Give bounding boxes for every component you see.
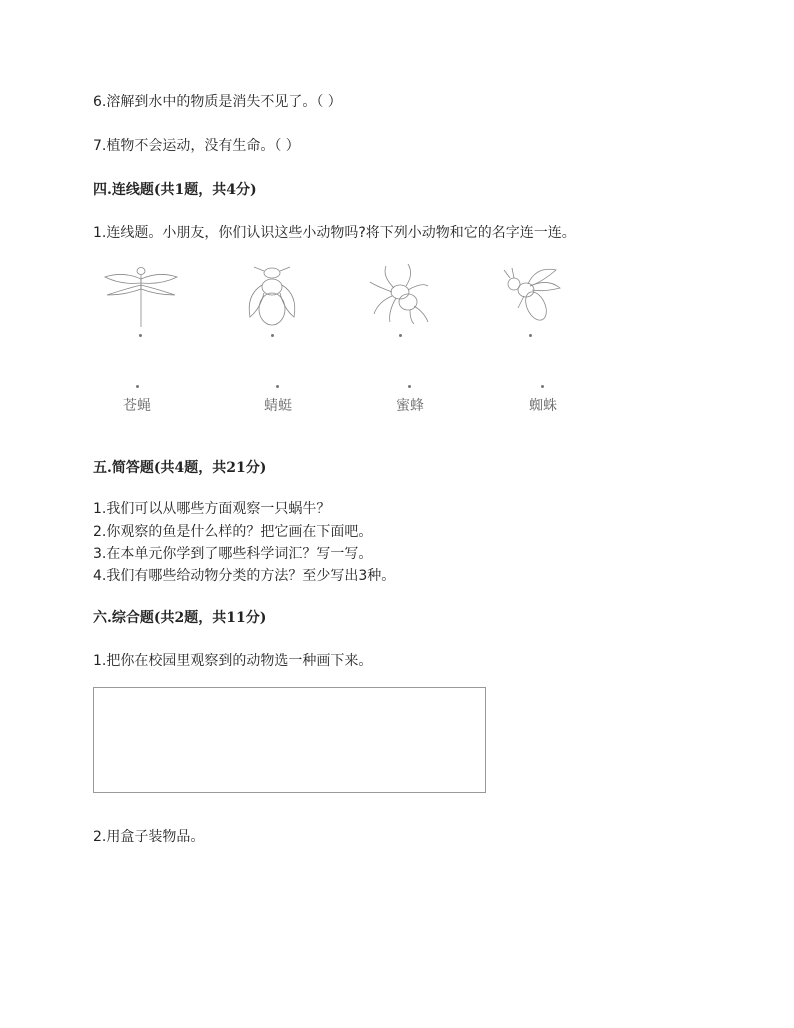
match-dot-bottom[interactable] [408,385,411,388]
match-dot-top[interactable] [529,334,532,337]
animal-name: 蜻蜓 [264,398,292,414]
short-answer-2: 2.你观察的鱼是什么样的？把它画在下面吧。 [93,524,373,540]
match-dot-top[interactable] [399,334,402,337]
animal-name: 蜘蛛 [529,398,557,414]
match-dot-bottom[interactable] [276,385,279,388]
drawing-box[interactable] [93,687,486,793]
match-dot-top[interactable] [139,334,142,337]
match-dot-bottom[interactable] [541,385,544,388]
animal-name: 蜜蜂 [396,398,424,414]
section-5-heading: 五.简答题(共4题，共21分) [93,460,267,476]
animal-name: 苍蝇 [123,398,151,414]
question-7: 7.植物不会运动，没有生命。（ ） [93,138,300,154]
short-answer-1: 1.我们可以从哪些方面观察一只蜗牛？ [93,501,331,517]
match-dot-top[interactable] [271,334,274,337]
comprehensive-question-1: 1.把你在校园里观察到的动物选一种画下来。 [93,653,373,669]
comprehensive-question-2: 2.用盒子装物品。 [93,829,205,845]
spider-icon [366,262,434,326]
match-dot-bottom[interactable] [136,385,139,388]
dragonfly-icon [103,265,179,329]
short-answer-3: 3.在本单元你学到了哪些科学词汇？写一写。 [93,546,373,562]
matching-question: 1.连线题。小朋友，你们认识这些小动物吗?将下列小动物和它的名字连一连。 [93,225,576,241]
section-6-heading: 六.综合题(共2题，共11分) [93,610,267,626]
section-4-heading: 四.连线题(共1题，共4分) [93,182,257,198]
fly-icon [242,265,302,329]
short-answer-4: 4.我们有哪些给动物分类的方法？至少写出3种。 [93,568,396,584]
bee-icon [498,262,562,326]
question-6: 6.溶解到水中的物质是消失不见了。（ ） [93,94,342,110]
